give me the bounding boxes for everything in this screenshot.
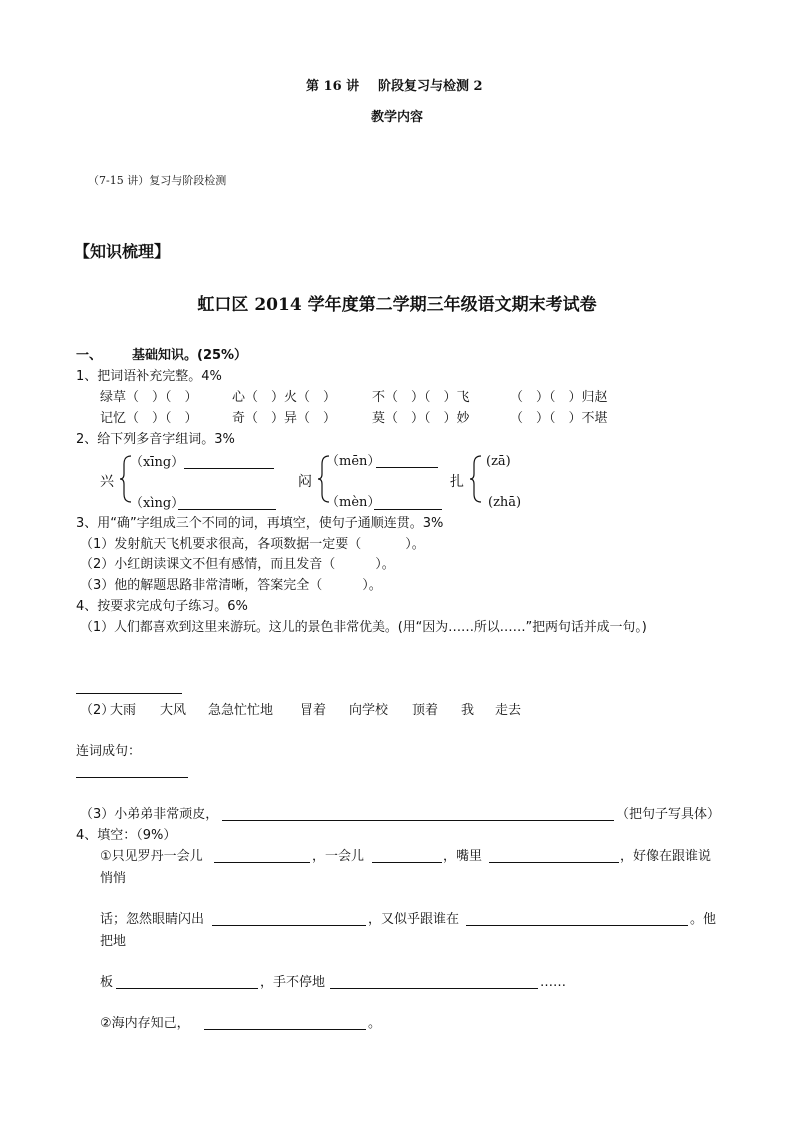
q4b-line3-b: ，手不停地 <box>260 975 326 990</box>
q4b-line1-d: ，好像在跟谁说 <box>620 849 712 864</box>
q1-row1-item1: 绿草（ ）（ ） <box>100 390 198 405</box>
exam-title: 虹口区 2014 学年度第二学期三年级语文期末考试卷 <box>197 295 597 315</box>
q1-row1-item3: 不（ ）（ ）飞 <box>372 390 470 405</box>
q3-item2-after: ）。 <box>375 557 395 572</box>
lesson-title: 阶段复习与检测 2 <box>378 79 483 94</box>
q4b-line1-b: ，一会儿 <box>312 849 365 864</box>
scope-note: （7-15 讲）复习与阶段检测 <box>88 174 227 187</box>
q4b-line1-e: 悄悄 <box>100 871 127 886</box>
q4a-item1-answer-line[interactable] <box>76 693 182 694</box>
q4b-line2-d: 把地 <box>100 934 127 949</box>
part-one-number: 一、 <box>76 348 103 363</box>
q4b-line4-a: ②海内存知己， <box>100 1016 190 1031</box>
q2-char-men: 闷 <box>298 474 312 490</box>
q1-row1-item4: （ ）（ ）归赵 <box>510 390 608 405</box>
q2-men-top: （mēn） <box>326 454 381 469</box>
q4a-item3-after: （把句子写具体） <box>616 807 721 822</box>
q4b-line2-blank2[interactable] <box>466 925 688 926</box>
q2-xing-bottom: （xìng） <box>130 496 185 511</box>
q1-prompt: 1、把词语补充完整。4% <box>76 369 222 384</box>
q3-item1-before: （1）发射航天飞机要求很高，各项数据一定要（ <box>80 537 362 552</box>
q4b-line3-blank1[interactable] <box>116 988 258 989</box>
q2-men-bottom-blank[interactable] <box>374 509 442 510</box>
q4a-word-4: 冒着 <box>300 703 327 718</box>
q2-xing-top: （xīng） <box>130 455 185 470</box>
q3-item2 <box>80 558 395 571</box>
q2-xing-bottom-blank[interactable] <box>178 509 276 510</box>
q4a-connect-label: 连词成句： <box>76 744 142 759</box>
q4b-line1-a: ①只见罗丹一会儿 <box>100 849 203 864</box>
q4b-line1-blank1[interactable] <box>214 862 310 863</box>
q2-xing-top-blank[interactable] <box>184 468 274 469</box>
q4a-word-7: 我 <box>461 703 475 718</box>
q2-zha-top: (zā) <box>486 454 511 469</box>
q4a-word-2: 大风 <box>160 703 187 718</box>
q2-prompt: 2、给下列多音字组词。3% <box>76 432 235 447</box>
q1-row1-item2: 心（ ）火（ ） <box>232 390 337 405</box>
q3-item1-after: ）。 <box>405 537 425 552</box>
q4b-line1-blank3[interactable] <box>489 862 619 863</box>
q4b-line2-a: 话；忽然眼睛闪出 <box>100 912 205 927</box>
q2-char-xing: 兴 <box>100 474 114 490</box>
q4b-line3-c: …… <box>540 975 566 990</box>
q1-row2-item2: 奇（ ）异（ ） <box>232 411 337 426</box>
q2-brace-3 <box>468 454 484 504</box>
q4a-item3-before: （3）小弟弟非常顽皮， <box>80 807 219 822</box>
q4a-word-6: 顶着 <box>412 703 439 718</box>
q4b-prompt: 4、填空：（9%） <box>76 828 177 843</box>
q3-prompt: 3、用“确”字组成三个不同的词，再填空，使句子通顺连贯。3% <box>76 516 444 531</box>
section-knowledge-heading: 【知识梳理】 <box>74 242 171 261</box>
q4b-line3-blank2[interactable] <box>330 988 538 989</box>
q3-item3 <box>80 579 382 592</box>
part-one-title: 基础知识。(25%） <box>132 348 248 363</box>
q1-row2-item4: （ ）（ ）不堪 <box>510 411 608 426</box>
q4b-line2-blank1[interactable] <box>212 925 366 926</box>
q1-row2-item1: 记忆（ ）（ ） <box>100 411 198 426</box>
q4a-prompt: 4、按要求完成句子练习。6% <box>76 599 248 614</box>
q1-row2-item3: 莫（ ）（ ）妙 <box>372 411 470 426</box>
q4a-connect-answer-line[interactable] <box>76 777 188 778</box>
q3-item2-before: （2）小红朗读课文不但有感情，而且发音（ <box>80 557 336 572</box>
q4b-line1-blank2[interactable] <box>372 862 442 863</box>
q2-men-bottom: （mèn） <box>326 495 381 510</box>
q4a-item1: （1）人们都喜欢到这里来游玩。这儿的景色非常优美。(用“因为……所以……”把两句话并成一句。) <box>80 620 647 635</box>
q4b-line1-c: ，嘴里 <box>443 849 483 864</box>
lesson-number: 第 16 讲 <box>306 79 360 94</box>
q4a-item3-blank[interactable] <box>222 820 614 821</box>
q2-zha-bottom: (zhā) <box>488 495 522 510</box>
q4a-item2-label: （2） <box>80 703 115 718</box>
q3-item3-before: （3）他的解题思路非常清晰，答案完全（ <box>80 578 323 593</box>
q2-men-top-blank[interactable] <box>376 467 438 468</box>
q4a-word-8: 走去 <box>495 703 522 718</box>
q4b-line2-c: 。他 <box>690 912 717 927</box>
q3-item1 <box>80 538 425 551</box>
q4a-word-5: 向学校 <box>349 703 389 718</box>
q3-item3-after: ）。 <box>362 578 382 593</box>
q4b-line4-b: 。 <box>368 1016 382 1031</box>
q4b-line2-b: ，又似乎跟谁在 <box>368 912 460 927</box>
q4a-word-3: 急急忙忙地 <box>208 703 274 718</box>
content-subtitle: 教学内容 <box>370 110 423 125</box>
q4a-word-1: 大雨 <box>110 703 137 718</box>
q2-char-zha: 扎 <box>450 474 464 490</box>
q4b-line4-blank[interactable] <box>204 1029 366 1030</box>
q4b-line3-a: 板 <box>100 975 114 990</box>
